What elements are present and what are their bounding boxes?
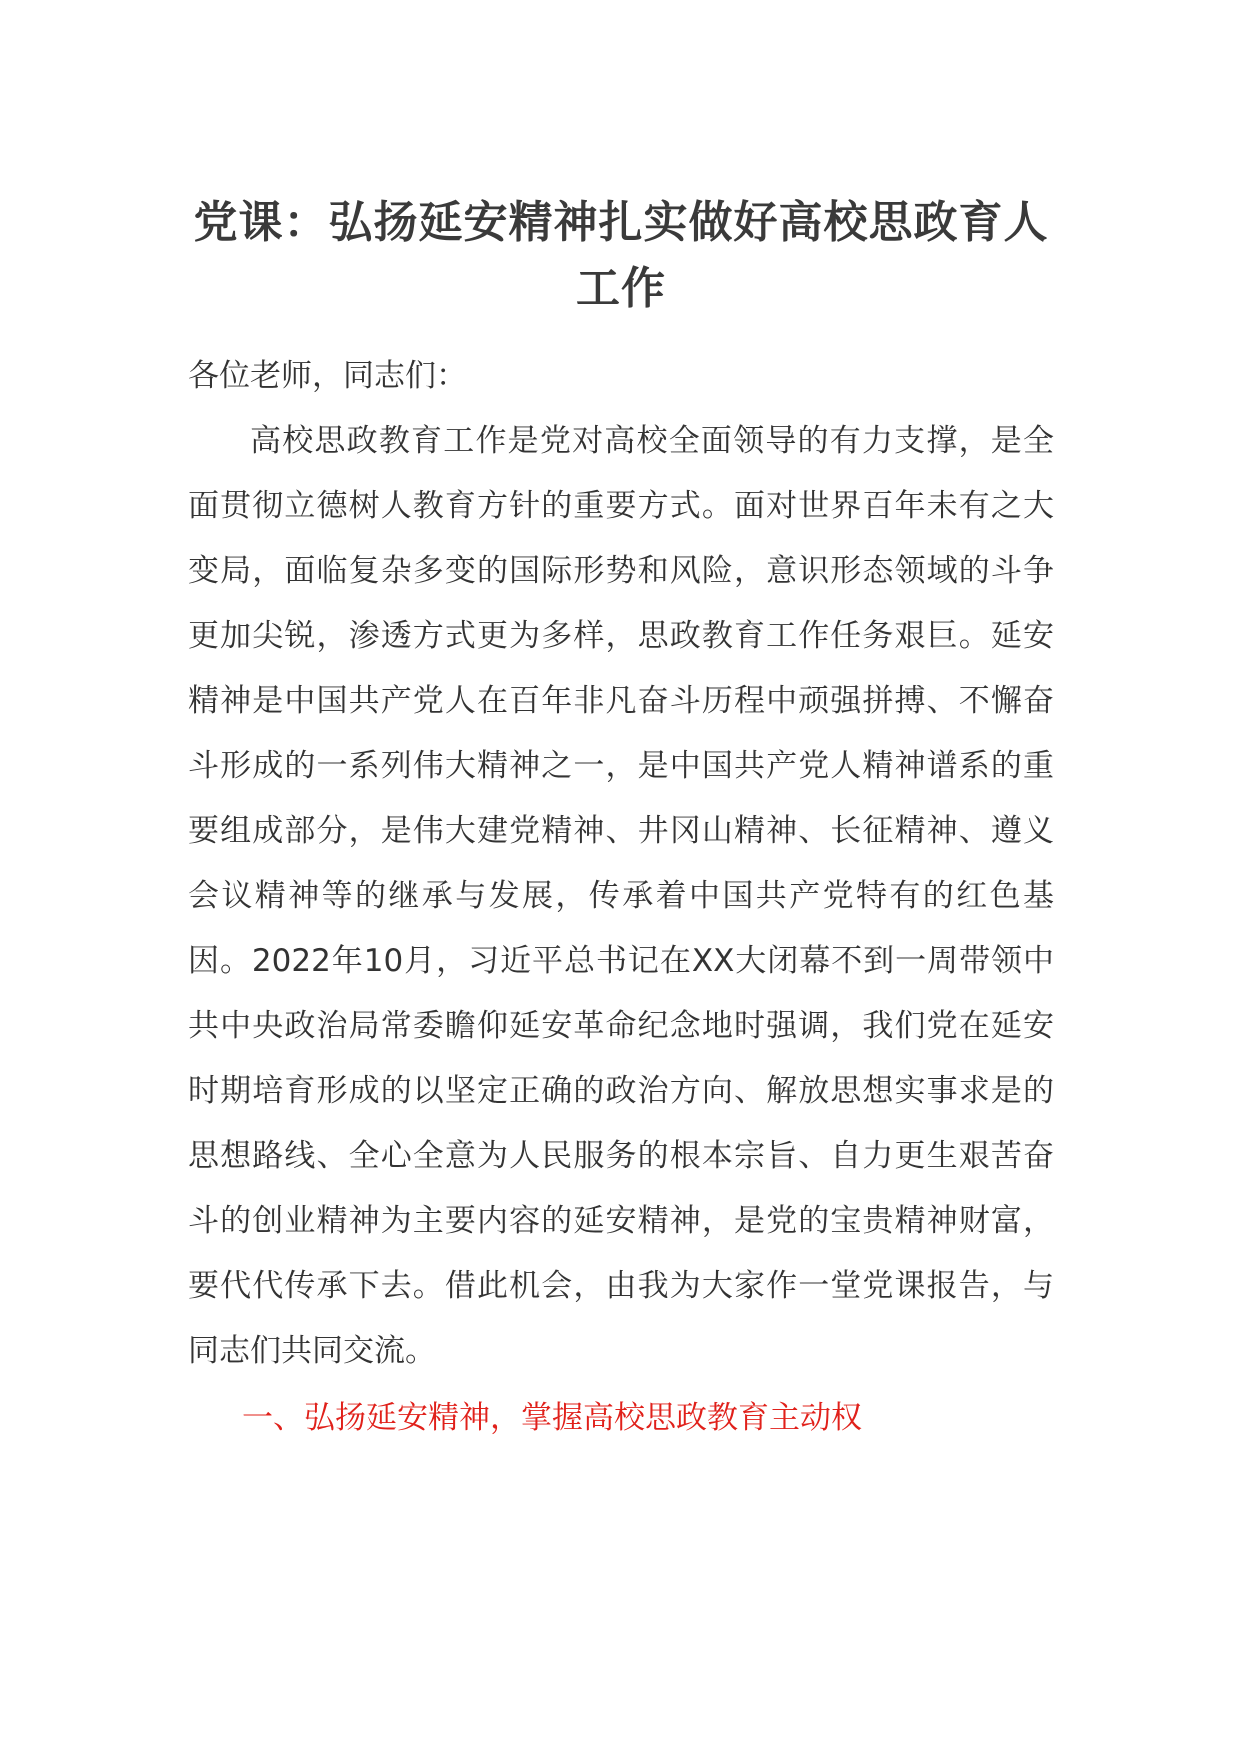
- body-paragraph: 高校思政教育工作是党对高校全面领导的有力支撑，是全面贯彻立德树人教育方针的重要方式。面对世界百年未有之大变局，面临复杂多变的国际形势和风险，意识形态领域的斗争更加尖锐，渗透方式更为多样，思政教育工作任务艰巨。延安精神是中国共产党人在百年非凡奋斗历程中顽强拼搏、不懈奋斗形成的一系列伟大精神之一，是中国共产党人精神谱系的重要组成部分，是伟大建党精神、井冈山精神、长征精神、遵义会议精神等的继承与发展，传承着中国共产党特有的红色基因。2022年10月，习近平总书记在XX大闭幕不到一周带领中共中央政治局常委瞻仰延安革命纪念地时强调，我们党在延安时期培育形成的以坚定正确的政治方向、解放思想实事求是的思想路线、全心全意为人民服务的根本宗旨、自力更生艰苦奋斗的创业精神为主要内容的延安精神，是党的宝贵精神财富，要代代传承下去。借此机会，由我为大家作一堂党课报告，与同志们共同交流。: [188, 423, 1054, 1369]
- document-title: 党课：弘扬延安精神扎实做好高校思政育人工作: [193, 197, 1049, 314]
- section-heading: 一、弘扬延安精神，掌握高校思政教育主动权: [242, 1400, 862, 1436]
- document-page: [188, 0, 1054, 1754]
- salutation: 各位老师，同志们：: [188, 358, 467, 394]
